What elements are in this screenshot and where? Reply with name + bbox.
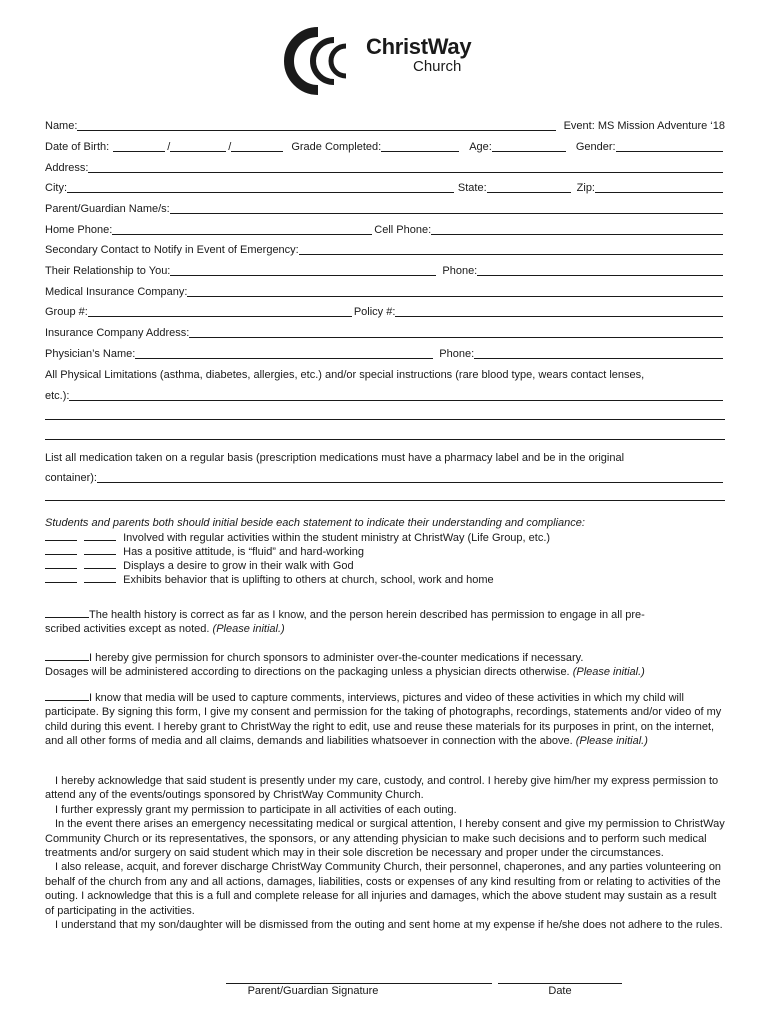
relationship-label: Their Relationship to You:: [45, 265, 171, 277]
name-field[interactable]: [77, 118, 555, 131]
insurance-address-label: Insurance Company Address:: [45, 327, 190, 339]
health-initial-note: (Please initial.): [212, 623, 285, 636]
physician-label: Physician’s Name:: [45, 348, 136, 360]
logo-mark-icon: [282, 26, 366, 96]
medical-insurance-row: [45, 281, 725, 299]
home-phone-label: Home Phone:: [45, 224, 113, 236]
state-field[interactable]: [487, 180, 571, 193]
dob-separator: /: [228, 141, 232, 153]
parent-names-row: [45, 198, 725, 216]
media-initial-field[interactable]: [45, 690, 89, 701]
parent-initial-field[interactable]: [84, 558, 116, 569]
insurance-address-row: [45, 322, 725, 340]
policy-label: Policy #:: [353, 306, 396, 318]
christway-logo: [282, 26, 492, 96]
release-text: I also release, acquit, and forever discharge ChristWay Community Church, their personnel, chaperones, and any parties volunteering on behalf of the church from any and all actions, damages, liabilities, costs or expenses of any kind resulting from or relating to activities of the outing. I acknowledge that this is a full and complete release for all injuries and damages, which the above student may sustain as a result of participating in the activities.: [45, 861, 722, 917]
student-initial-field[interactable]: [45, 530, 77, 541]
initial-statement-text: Exhibits behavior that is uplifting to others at church, school, work and home: [123, 574, 494, 586]
health-text-line1: The health history is correct as far as I know, and the person herein described has permission to engage in all pre-: [89, 609, 645, 621]
logo-subtitle: Church: [413, 58, 462, 75]
dob-month-field[interactable]: [113, 139, 165, 152]
zip-label: Zip:: [576, 182, 595, 194]
home-phone-field[interactable]: [112, 222, 372, 235]
student-initial-field[interactable]: [45, 544, 77, 555]
parent-names-field[interactable]: [170, 201, 723, 214]
physician-phone-label: Phone:: [439, 348, 475, 360]
phones-row: [45, 219, 725, 237]
otc-text-line1: I hereby give permission for church sponsors to administer over-the-counter medications if necessary.: [89, 652, 584, 664]
parent-initial-field[interactable]: [84, 544, 116, 555]
physician-phone-field[interactable]: [474, 346, 723, 359]
cell-phone-field[interactable]: [431, 222, 723, 235]
limitations-field[interactable]: [69, 388, 723, 401]
parent-initial-field[interactable]: [84, 530, 116, 541]
limitations-row: [45, 364, 725, 382]
city-field[interactable]: [67, 180, 454, 193]
initial-statement-text: Has a positive attitude, is “fluid” and hard-working: [123, 546, 365, 558]
initial-statement-text: Involved with regular activities within the student ministry at ChristWay (Life Group, etc.): [123, 532, 551, 544]
dob-row: [45, 136, 725, 154]
relationship-row: [45, 260, 725, 278]
release-text: In the event there arises an emergency necessitating medical or surgical attention, I hereby consent and give my permission to ChristWay Community Church or its representatives, the sponsors, or any attending physician to make such decisions and to perform such medical treatments and/or surgery on said student which may in their sole discretion be necessary and proper under the circumstances.: [45, 818, 725, 860]
limitations-etc-label: etc.):: [45, 390, 70, 402]
medical-insurance-label: Medical Insurance Company:: [45, 286, 188, 298]
otc-paragraph: [45, 650, 725, 680]
signature-line[interactable]: [226, 983, 492, 984]
gender-label: Gender:: [575, 141, 616, 153]
otc-text-line2: Dosages will be administered according to directions on the packaging unless a physician directs otherwise.: [45, 666, 573, 679]
media-paragraph: [45, 690, 725, 749]
limitations-extra-line[interactable]: [45, 419, 725, 420]
otc-initial-note: (Please initial.): [572, 666, 645, 679]
date-label: Date: [548, 985, 572, 997]
dob-day-field[interactable]: [170, 139, 226, 152]
physician-row: [45, 343, 725, 361]
dob-separator: /: [167, 141, 171, 153]
parent-initial-field[interactable]: [84, 572, 116, 583]
limitations-extra-line[interactable]: [45, 439, 725, 440]
group-field[interactable]: [88, 304, 352, 317]
age-label: Age:: [469, 141, 492, 153]
contact-phone-label: Phone:: [442, 265, 478, 277]
medication-row: [45, 447, 725, 465]
secondary-contact-row: [45, 239, 725, 257]
medication-container-row: [45, 467, 725, 485]
otc-initial-field[interactable]: [45, 650, 89, 661]
media-text-rest: child will participate. By signing this form, I give my consent and permission for the taking of photographs, recordings, statements and/or video of my child during this event. I hereby grant to ChristWay the right to edit, use and reuse these materials for its purposes in print, on the internet, and all other forms of media and all claims, demands and liabilities whatsoever in connection with the above.: [45, 692, 722, 748]
secondary-contact-label: Secondary Contact to Notify in Event of Emergency:: [45, 244, 299, 256]
date-line[interactable]: [498, 983, 622, 984]
physician-field[interactable]: [135, 346, 433, 359]
release-text: I understand that my son/daughter will be dismissed from the outing and sent home at my expense if he/she does not adhere to the rules.: [55, 919, 723, 932]
grade-field[interactable]: [381, 139, 459, 152]
zip-field[interactable]: [595, 180, 723, 193]
signature-label: Parent/Guardian Signature: [247, 985, 379, 997]
cell-phone-label: Cell Phone:: [374, 224, 432, 236]
release-paragraph: [45, 774, 725, 932]
contact-phone-field[interactable]: [477, 263, 723, 276]
medication-extra-line[interactable]: [45, 500, 725, 501]
health-text-line2: scribed activities except as noted.: [45, 623, 213, 636]
initial-statement-row: [45, 572, 725, 587]
name-label: Name:: [45, 120, 78, 132]
group-label: Group #:: [45, 306, 88, 318]
health-history-paragraph: [45, 607, 725, 637]
release-text: I hereby acknowledge that said student is presently under my care, custody, and control. I hereby give him/her my express permission to attend any of the events/outings sponsored by ChristWay Community Church.: [45, 775, 719, 802]
student-initial-field[interactable]: [45, 558, 77, 569]
secondary-contact-field[interactable]: [299, 242, 723, 255]
state-label: State:: [457, 182, 487, 194]
medication-text: List all medication taken on a regular basis (prescription medications must have a pharmacy label and be in the original: [45, 452, 625, 464]
release-text: I further expressly grant my permission to participate in all activities of each outing.: [55, 803, 457, 816]
relationship-field[interactable]: [170, 263, 436, 276]
name-row: [45, 115, 725, 133]
grade-label: Grade Completed:: [291, 141, 382, 153]
city-label: City:: [45, 182, 67, 194]
address-row: [45, 157, 725, 175]
health-initial-field[interactable]: [45, 607, 89, 618]
limitations-etc-row: [45, 385, 725, 403]
insurance-address-field[interactable]: [189, 325, 723, 338]
medication-container-label: container):: [45, 472, 97, 484]
student-initial-field[interactable]: [45, 572, 77, 583]
logo-wordmark: ChristWay: [366, 34, 472, 59]
medication-field[interactable]: [97, 470, 723, 483]
media-text-line1: I know that media will be used to capture comments, interviews, pictures and video of these activities in which my: [89, 692, 640, 704]
gender-field[interactable]: [616, 139, 723, 152]
city-row: [45, 177, 725, 195]
dob-label: Date of Birth:: [45, 141, 110, 153]
age-field[interactable]: [492, 139, 566, 152]
policy-field[interactable]: [395, 304, 723, 317]
dob-year-field[interactable]: [231, 139, 283, 152]
parent-names-label: Parent/Guardian Name/s:: [45, 203, 170, 215]
initials-intro: Students and parents both should initial beside each statement to indicate their understanding and compliance:: [45, 517, 585, 529]
event-label: Event: MS Mission Adventure ‘18: [563, 120, 725, 132]
media-initial-note: (Please initial.): [575, 735, 648, 748]
group-policy-row: [45, 301, 725, 319]
address-field[interactable]: [88, 160, 723, 173]
initial-statement-text: Displays a desire to grow in their walk with God: [123, 560, 354, 572]
limitations-text: All Physical Limitations (asthma, diabetes, allergies, etc.) and/or special instructions (rare blood type, wears contact lenses,: [45, 369, 645, 381]
address-label: Address:: [45, 162, 89, 174]
medical-insurance-field[interactable]: [187, 284, 723, 297]
